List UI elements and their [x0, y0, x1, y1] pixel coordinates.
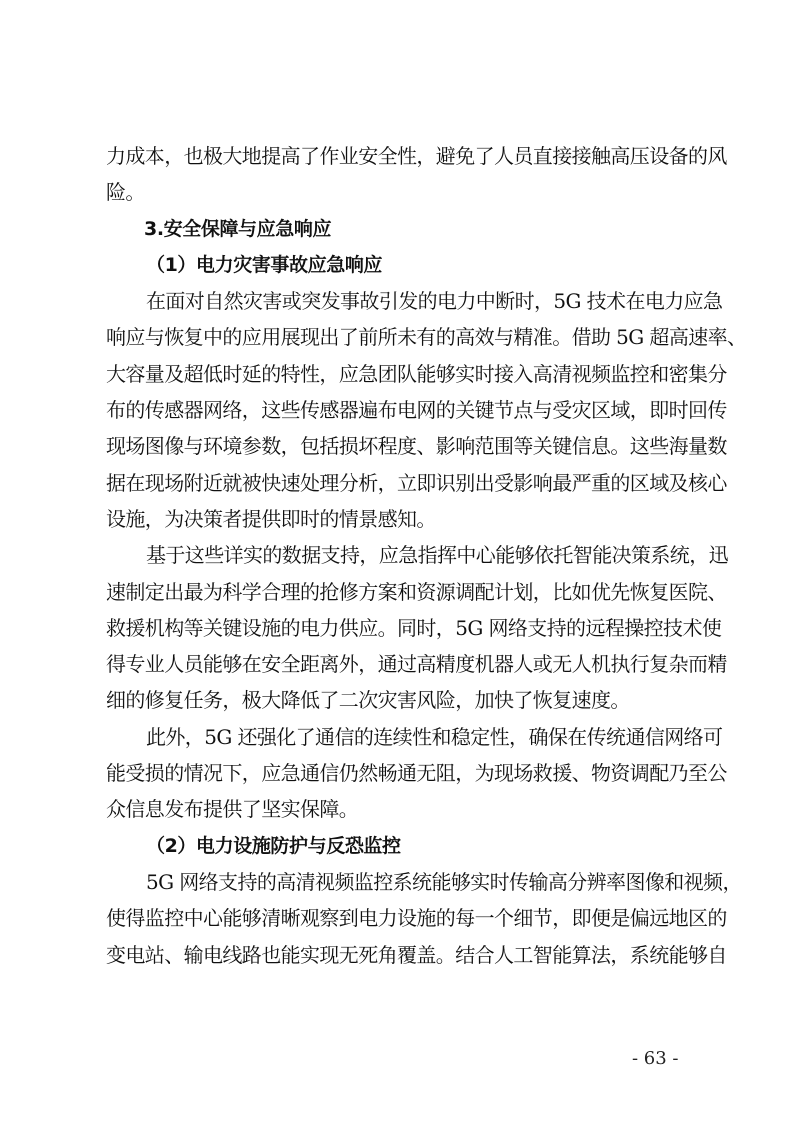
text-line: 众信息发布提供了坚实保障。 — [106, 797, 359, 822]
text-line: 速制定出最为科学合理的抢修方案和资源调配计划，比如优先恢复医院、 — [106, 579, 727, 604]
text-line: 救援机构等关键设施的电力供应。同时，5G 网络支持的远程操控技术使 — [106, 615, 722, 640]
text-line: 现场图像与环境参数，包括损坏程度、影响范围等关键信息。这些海量数 — [106, 434, 727, 459]
text-line: 险。 — [106, 180, 145, 205]
text-line: 在面对自然灾害或突发事故引发的电力中断时，5G 技术在电力应急 — [146, 289, 723, 314]
text-line: 响应与恢复中的应用展现出了前所未有的高效与精准。借助 5G 超高速率、 — [106, 325, 747, 350]
subsection-heading: （2）电力设施防护与反恐监控 — [146, 834, 401, 857]
text-line: 变电站、输电线路也能实现无死角覆盖。结合人工智能算法，系统能够自 — [106, 942, 727, 967]
text-line: 据在现场附近就被快速处理分析，立即识别出受影响最严重的区域及核心 — [106, 470, 727, 495]
text-line: 大容量及超低时延的特性，应急团队能够实时接入高清视频监控和密集分 — [106, 361, 727, 386]
text-line: 基于这些详实的数据支持，应急指挥中心能够依托智能决策系统，迅 — [146, 543, 728, 568]
page-number: - 63 - — [632, 1048, 679, 1069]
text-line: 能受损的情况下，应急通信仍然畅通无阻，为现场救援、物资调配乃至公 — [106, 761, 727, 786]
subsection-heading: （1）电力灾害事故应急响应 — [146, 253, 383, 276]
text-line: 细的修复任务，极大降低了二次灾害风险，加快了恢复速度。 — [106, 688, 630, 713]
page-content — [106, 138, 747, 973]
text-line: 布的传感器网络，这些传感器遍布电网的关键节点与受灾区域，即时回传 — [106, 398, 727, 423]
text-line: 5G 网络支持的高清视频监控系统能够实时传输高分辨率图像和视频， — [146, 869, 742, 894]
section-heading: 3.安全保障与应急响应 — [144, 217, 332, 240]
text-line: 力成本，也极大地提高了作业安全性，避免了人员直接接触高压设备的风 — [106, 144, 727, 168]
text-line: 得专业人员能够在安全距离外，通过高精度机器人或无人机执行复杂而精 — [106, 652, 727, 677]
text-line: 设施，为决策者提供即时的情景感知。 — [106, 506, 436, 531]
text-line: 此外，5G 还强化了通信的连续性和稳定性，确保在传统通信网络可 — [146, 724, 723, 749]
text-line: 使得监控中心能够清晰观察到电力设施的每一个细节，即便是偏远地区的 — [106, 906, 727, 931]
